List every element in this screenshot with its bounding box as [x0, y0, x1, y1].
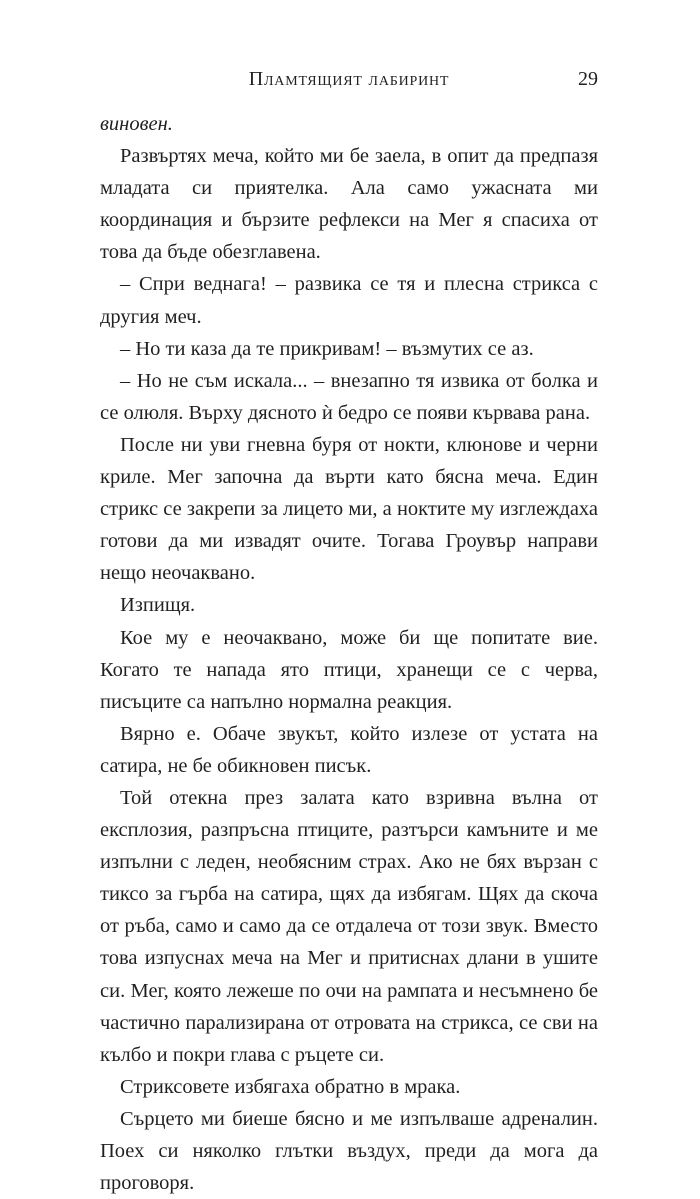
- paragraph: Той отекна през залата като взривна вълна от експлозия, разпръсна птиците, разтърси камъните и ме изпълни с леден, необясним страх. Ако не бях вързан с тиксо за гърба на сатира, щях да избягам. Щях да скоча от ръба, само и само да се отдалеча от този звук. Вместо това изпуснах меча на Мег и притиснах длани в ушите си. Мег, която лежеше по очи на рампата и несъмнено бе частично парализирана от отровата на стрикса, се сви на кълбо и покри глава с ръцете си.: [100, 786, 598, 1066]
- paragraph-dialogue: – Но ти каза да те прикривам! – възмутих се аз.: [120, 337, 534, 360]
- paragraph: Вярно е. Обаче звукът, който излезе от устата на сатира, не бе обикновен писък.: [100, 722, 598, 777]
- paragraph: После ни уви гневна буря от нокти, клюнове и черни криле. Мег започна да върти като бясна меча. Един стрикс се закрепи за лицето ми, а ноктите му изглеждаха готови да ми извадят очите. Тогава Гроувър направи нещо неочаквано.: [100, 433, 598, 585]
- paragraph: Развъртях меча, който ми бе заела, в опит да предпазя младата си приятелка. Ала само ужасната ми координация и бързите рефлекси на Мег я спасиха от това да бъде обезглавена.: [100, 145, 598, 264]
- body-text: [100, 108, 598, 1199]
- paragraph-continuation: [100, 108, 598, 140]
- paragraph-dialogue: – Спри веднага! – развика се тя и плесна стрикса с другия меч.: [100, 273, 598, 328]
- paragraph: Кое му е неочаквано, може би ще попитате вие. Когато те напада ято птици, хранещи се с черва, писъците са напълно нормална реакция.: [100, 626, 598, 713]
- paragraph-dialogue: – Но не съм искала... – внезапно тя извика от болка и се олюля. Върху дясното ѝ бедро се появи кървава рана.: [100, 369, 598, 424]
- page-number: 29: [578, 68, 598, 90]
- running-head: [100, 64, 598, 94]
- paragraph: Стриксовете избягаха обратно в мрака.: [120, 1075, 461, 1098]
- paragraph: Сърцето ми биеше бясно и ме изпълваше адреналин. Поех си няколко глътки въздух, преди да мога да проговоря.: [100, 1107, 598, 1195]
- running-title: Пламтящият лабиринт: [248, 68, 450, 90]
- paragraph: Изпищя.: [120, 594, 196, 617]
- italic-word: виновен.: [100, 113, 173, 135]
